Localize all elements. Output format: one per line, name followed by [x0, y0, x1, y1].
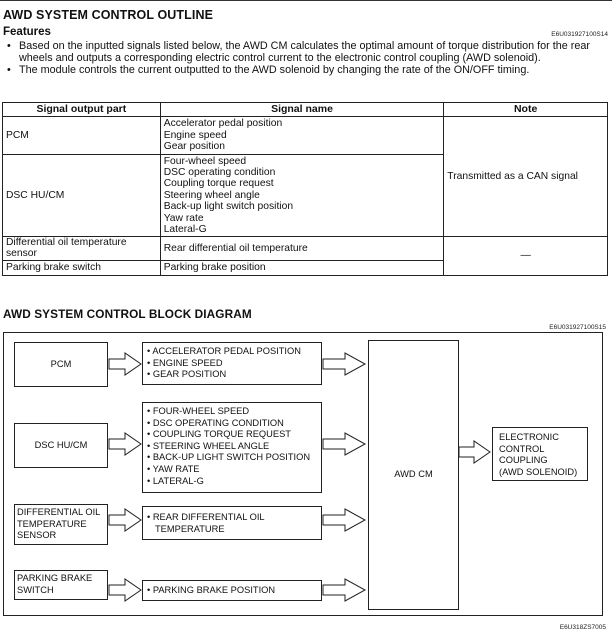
awd-cm-box — [368, 340, 459, 610]
label-line: ELECTRONIC — [499, 432, 559, 442]
parking-brake-switch-box — [14, 570, 108, 600]
signal-item: Yaw rate — [163, 212, 204, 224]
features-heading: Features — [3, 26, 51, 38]
arrow-pcm — [109, 353, 141, 375]
arrow-dsc-to-cm — [323, 433, 365, 455]
dsc-signals-box: • FOUR-WHEEL SPEED • DSC OPERATING CONDITION • COUPLING TORQUE REQUEST • STEERING WHEEL ANGLE • BACK-UP LIGHT SWITCH POSITION • YAW RATE • LATERAL-G — [142, 402, 322, 493]
signal-item: Parking brake position — [163, 262, 266, 274]
signal-item: LATERAL-G — [152, 475, 204, 486]
dsc-label: DSC HU/CM — [34, 439, 88, 450]
signal-item: Lateral-G — [163, 224, 207, 236]
arrow-pcm-to-cm — [323, 353, 365, 375]
feature-bullet-2: • The module controls the current outputted to the AWD solenoid by changing the rate of the ON/OFF timing. — [3, 64, 607, 76]
signal-item: Engine speed — [163, 129, 227, 141]
figure-code: E6U318ZS7005 — [559, 624, 606, 631]
label-line: CONTROL — [499, 443, 545, 454]
signal-item: Rear differential oil temperature — [163, 243, 308, 255]
arrow-parking — [109, 579, 141, 601]
diagram-code: E6U031927100S15 — [549, 324, 606, 331]
label-line: (AWD SOLENOID) — [499, 466, 578, 477]
header-signal-name: Signal name — [160, 103, 444, 117]
outline-title: AWD SYSTEM CONTROL OUTLINE — [3, 8, 214, 22]
arrow-dsc — [109, 433, 141, 455]
signal-item: Gear position — [163, 141, 225, 153]
diff-oil-sensor-box — [14, 504, 108, 545]
outline-code: E6U031927100S14 — [551, 31, 608, 38]
signal-item: STEERING WHEEL ANGLE — [152, 440, 270, 451]
note-dash: — — [444, 237, 608, 275]
diagram-title: AWD SYSTEM CONTROL BLOCK DIAGRAM — [3, 307, 252, 321]
parking-brake-signals-box: • PARKING BRAKE POSITION — [142, 580, 322, 601]
signal-item: Steering wheel angle — [163, 189, 260, 201]
row-part: DSC HU/CM — [3, 154, 161, 237]
signal-item: YAW RATE — [152, 463, 200, 474]
signal-item: GEAR POSITION — [152, 369, 227, 380]
arrow-parking-to-cm — [323, 579, 365, 601]
feature-bullet-1: • Based on the inputted signals listed below, the AWD CM calculates the optimal amount of torque distribution for the rear wheels and outputs a corresponding electric control current to the electronic control coupling (AWD solenoid). — [3, 40, 607, 64]
diff-oil-signals-box: • REAR DIFFERENTIAL OIL TEMPERATURE — [142, 506, 322, 540]
label-line: SENSOR — [17, 530, 57, 541]
header-signal-output-part: Signal output part — [3, 103, 161, 117]
label-line: COUPLING — [499, 455, 548, 466]
coupling-box — [492, 427, 588, 481]
label-line: PARKING BRAKE — [17, 573, 93, 583]
signal-item: BACK-UP LIGHT SWITCH POSITION — [152, 452, 311, 463]
signal-item: DSC operating condition — [163, 167, 276, 179]
signal-item: Back-up light switch position — [163, 201, 294, 213]
signal-item: Four-wheel speed — [163, 155, 247, 167]
arrow-diff-oil — [109, 509, 141, 531]
dsc-box — [14, 423, 108, 468]
pcm-signals-box: • ACCELERATOR PEDAL POSITION • ENGINE SPEED • GEAR POSITION — [142, 342, 322, 385]
header-note: Note — [444, 103, 608, 117]
signal-item: Accelerator pedal position — [163, 118, 283, 130]
signal-item: REAR DIFFERENTIAL OIL — [152, 512, 265, 522]
row-part: Parking brake switch — [3, 261, 161, 275]
pcm-label: PCM — [50, 358, 72, 369]
label-line: TEMPERATURE — [17, 518, 87, 529]
signal-item: PARKING BRAKE POSITION — [152, 585, 276, 595]
signal-item: ENGINE SPEED — [152, 357, 223, 368]
signal-item-cont: TEMPERATURE — [155, 523, 225, 534]
label-line: SWITCH — [17, 584, 54, 595]
signal-item: COUPLING TORQUE REQUEST — [152, 429, 291, 440]
note-can: Transmitted as a CAN signal — [444, 117, 608, 237]
signal-item: Coupling torque request — [163, 178, 274, 190]
pcm-box — [14, 342, 108, 387]
signal-item: DSC OPERATING CONDITION — [152, 417, 284, 428]
row-part: Differential oil temperature sensor — [3, 237, 161, 261]
awd-cm-label: AWD CM — [394, 469, 433, 480]
signal-item: FOUR-WHEEL SPEED — [152, 406, 250, 416]
arrow-diff-to-cm — [323, 509, 365, 531]
arrow-cm-to-coupling — [459, 441, 490, 463]
signal-item: ACCELERATOR PEDAL POSITION — [152, 346, 301, 356]
label-line: DIFFERENTIAL OIL — [17, 507, 101, 517]
row-part: PCM — [3, 117, 161, 154]
